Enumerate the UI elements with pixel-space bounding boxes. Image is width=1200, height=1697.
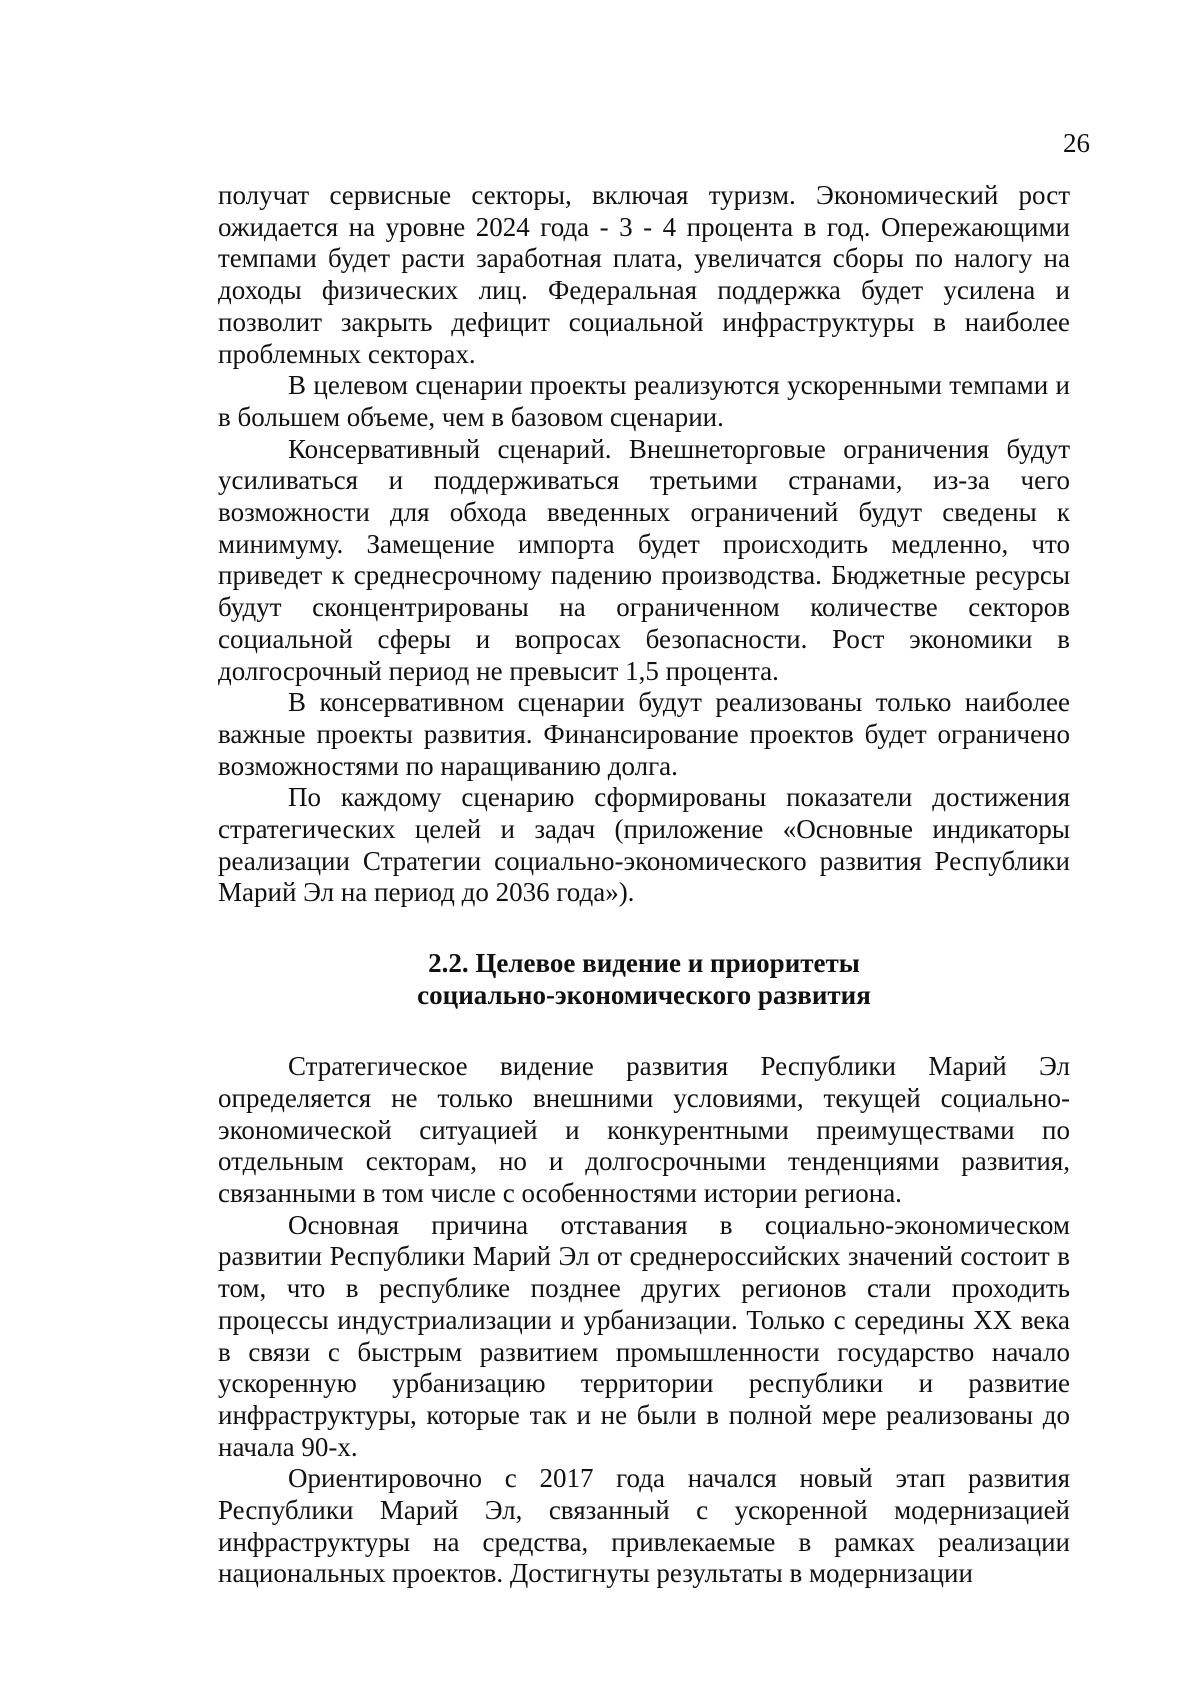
section-heading-line-2: социально-экономического развития	[417, 980, 871, 1011]
paragraph-conservative-projects: В консервативном сценарии будут реализованы только наиболее важные проекты развития. Финансирование проектов будет ограничено возможностями по наращиванию долга.	[218, 687, 1070, 781]
section-heading	[218, 947, 1070, 1011]
paragraph-continuation: получат сервисные секторы, включая туризм. Экономический рост ожидается на уровне 2024 года - 3 - 4 процента в год. Опережающими темпами будет расти заработная плата, увеличатся сборы по налогу на доходы физических лиц. Федеральная поддержка будет усилена и позволит закрыть дефицит социальной инфраструктуры в наиболее проблемных секторах.	[218, 180, 1070, 369]
paragraph-new-stage: Ориентировочно с 2017 года начался новый этап развития Республики Марий Эл, связанный с ускоренной модернизацией инфраструктуры на средства, привлекаемые в рамках реализации национальных проектов. Достигнуты результаты в модернизации	[218, 1463, 1070, 1589]
paragraph-indicators: По каждому сценарию сформированы показатели достижения стратегических целей и задач (приложение «Основные индикаторы реализации Стратегии социально-экономического развития Республики Марий Эл на период до 2036 года»).	[218, 782, 1070, 908]
paragraph-target-scenario: В целевом сценарии проекты реализуются ускоренными темпами и в большем объеме, чем в базовом сценарии.	[218, 370, 1070, 432]
paragraph-main-reason: Основная причина отставания в социально-экономическом развитии Республики Марий Эл от среднероссийских значений состоит в том, что в республике позднее других регионов стали проходить процессы индустриализации и урбанизации. Только с середины XX века в связи с быстрым развитием промышленности государство начало ускоренную урбанизацию территории республики и развитие инфраструктуры, которые так и не были в полной мере реализованы до начала 90-х.	[218, 1209, 1070, 1462]
document-body	[218, 180, 1070, 1590]
page-number: 26	[1063, 128, 1090, 158]
paragraph-conservative-scenario: Консервативный сценарий. Внешнеторговые ограничения будут усиливаться и поддерживаться третьими странами, из-за чего возможности для обхода введенных ограничений будут сведены к минимуму. Замещение импорта будет происходить медленно, что приведет к среднесрочному падению производства. Бюджетные ресурсы будут сконцентрированы на ограниченном количестве секторов социальной сферы и вопросах безопасности. Рост экономики в долгосрочный период не превысит 1,5 процента.	[218, 433, 1070, 686]
section-heading-line-1: 2.2. Целевое видение и приоритеты	[428, 948, 860, 979]
paragraph-strategic-vision: Стратегическое видение развития Республики Марий Эл определяется не только внешними условиями, текущей социально-экономической ситуацией и конкурентными преимуществами по отдельным секторам, но и долгосрочными тенденциями развития, связанными в том числе с особенностями истории региона.	[218, 1051, 1070, 1208]
